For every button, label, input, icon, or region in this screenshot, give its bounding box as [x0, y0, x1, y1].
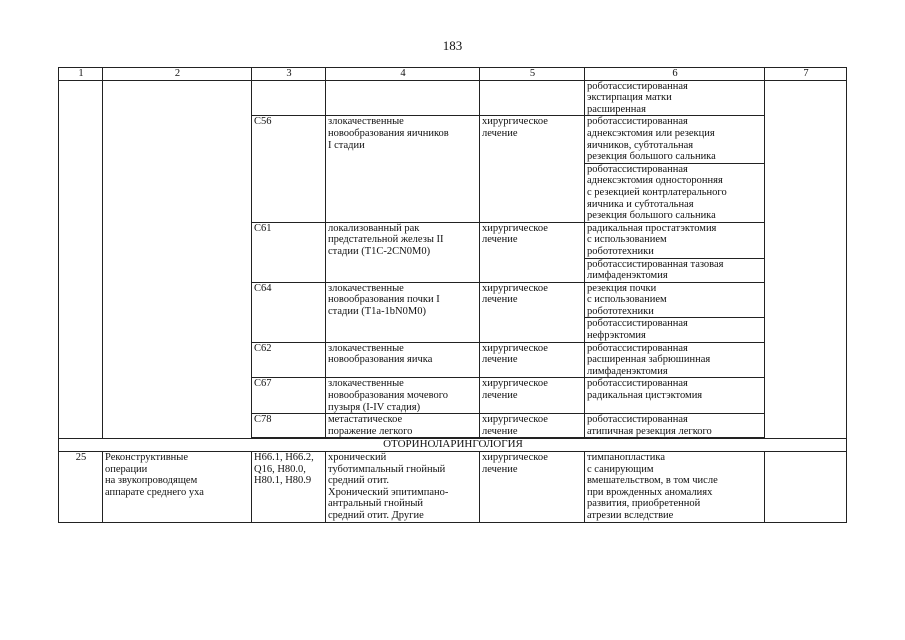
method-cell: радикальная простатэктомия с использованием робототехники [585, 222, 765, 258]
medical-procedures-table [58, 67, 847, 523]
row-number-cell: 25 [59, 452, 103, 523]
code-cell: C61 [252, 222, 326, 282]
diagnosis-cell: хронический туботимпальный гнойный средний отит. Хронический эпитимпано- антральный гнойный средний отит. Другие [326, 452, 480, 523]
column-header-1: 1 [59, 68, 103, 81]
table-row [59, 452, 847, 523]
method-cell: роботассистированная аднексэктомия или резекция яичников, субтотальная резекция большого сальника [585, 116, 765, 163]
column-header-4: 4 [326, 68, 480, 81]
diagnosis-cell: злокачественные новообразования яичников I стадии [326, 116, 480, 222]
treatment-cell-empty [480, 80, 585, 116]
method-cell: роботассистированная нефрэктомия [585, 318, 765, 342]
treatment-cell: хирургическое лечение [480, 282, 585, 342]
column-header-7: 7 [765, 68, 847, 81]
section-title: ОТОРИНОЛАРИНГОЛОГИЯ [59, 439, 847, 452]
code-cell: C78 [252, 414, 326, 438]
treatment-cell: хирургическое лечение [480, 452, 585, 523]
diagnosis-cell: злокачественные новообразования яичка [326, 342, 480, 378]
method-cell: тимпанопластика с санирующим вмешательством, в том числе при врожденных аномалиях развития, приобретенной атрезии вследствие [585, 452, 765, 523]
treatment-cell: хирургическое лечение [480, 342, 585, 378]
diagnosis-cell: злокачественные новообразования почки I стадии (T1a-1bN0M0) [326, 282, 480, 342]
diagnosis-cell-empty [326, 80, 480, 116]
table-row [59, 80, 847, 116]
treatment-cell: хирургическое лечение [480, 116, 585, 222]
diagnosis-cell: метастатическое поражение легкого [326, 414, 480, 438]
treatment-cell: хирургическое лечение [480, 222, 585, 282]
number-cell-empty [59, 80, 103, 439]
method-cell: роботассистированная атипичная резекция легкого [585, 414, 765, 438]
name-cell-empty [103, 80, 252, 439]
column-header-2: 2 [103, 68, 252, 81]
treatment-cell: хирургическое лечение [480, 414, 585, 438]
code-cell: C64 [252, 282, 326, 342]
page-number: 183 [442, 38, 463, 53]
diagnosis-cell: локализованный рак предстательной железы II стадии (T1C-2CN0M0) [326, 222, 480, 282]
note-cell-empty [765, 452, 847, 523]
column-header-6: 6 [585, 68, 765, 81]
method-cell: роботассистированная тазовая лимфаденэктомия [585, 258, 765, 282]
code-cell: C56 [252, 116, 326, 222]
method-cell: роботассистированная радикальная цистэктомия [585, 378, 765, 414]
column-header-5: 5 [480, 68, 585, 81]
note-cell-empty [765, 80, 847, 439]
column-header-3: 3 [252, 68, 326, 81]
code-cell: C67 [252, 378, 326, 414]
method-cell: роботассистированная расширенная забрюшинная лимфаденэктомия [585, 342, 765, 378]
method-cell: резекция почки с использованием робототехники [585, 282, 765, 318]
procedure-name-cell: Реконструктивные операции на звукопроводящем аппарате среднего уха [103, 452, 252, 523]
section-header-row [59, 439, 847, 452]
diagnosis-cell: злокачественные новообразования мочевого пузыря (I-IV стадия) [326, 378, 480, 414]
code-cell-empty [252, 80, 326, 116]
column-number-header-row [59, 68, 847, 81]
method-cell: роботассистированная экстирпация матки расширенная [585, 80, 765, 116]
treatment-cell: хирургическое лечение [480, 378, 585, 414]
method-cell: роботассистированная аднексэктомия односторонняя с резекцией контрлатерального яичника и субтотальная резекция большого сальника [585, 163, 765, 222]
code-cell: C62 [252, 342, 326, 378]
code-cell: H66.1, H66.2, Q16, H80.0, H80.1, H80.9 [252, 452, 326, 523]
